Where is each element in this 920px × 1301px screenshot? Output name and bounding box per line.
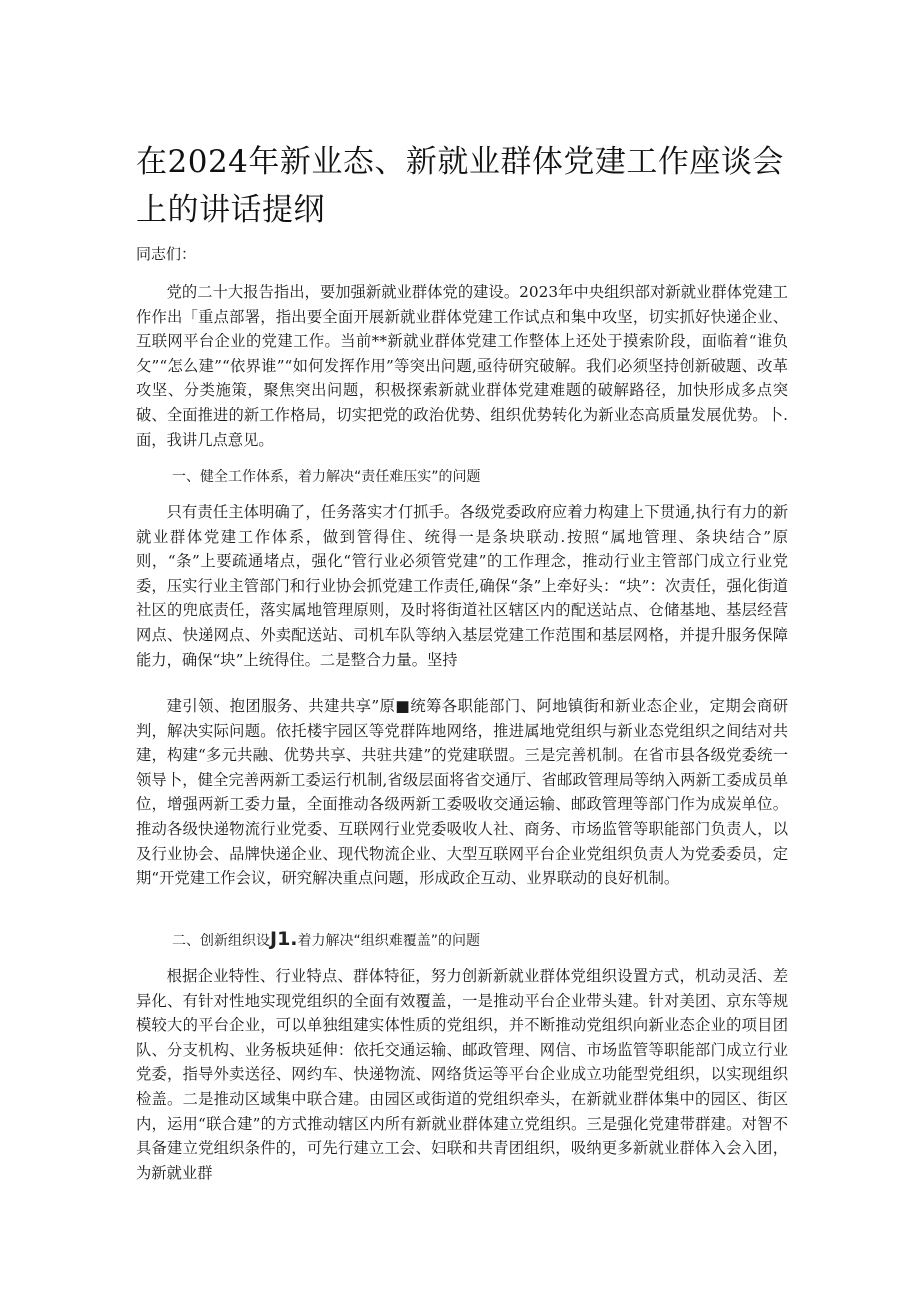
section-1-paragraph-2: 建引领、抱团服务、共建共享”原■统筹各职能部门、阿地镇街和新业态企业，定期会商研判，解决实际问题。依托楼宇园区等党群阵地网络，推进属地党组织与新业态党组织之间结对共建，构建“多元共融、优势共享、共驻共建”的党建联盟。三是完善机制。在省市县各级党委统一领导卜，健全完善两新工委运行机制,省级层面将省交通厅、省邮政管理局等纳入两新工委成员单位，增强两新工委力量，全面推动各级两新工委吸收交通运输、邮政管理等部门作为成炭单位。推动各级快递物流行业党委、互联网行业党委吸收人社、商务、市场监管等职能部门负责人，以及行业协会、品牌快递企业、现代物流企业、大型互联网平台企业党组织负责人为党委委员，定期“开党建工作会议，研究解决重点问题，形成政企互动、业界联动的良好机制。 (136, 697, 788, 888)
section-2-paragraph-1: 根据企业特性、行业特点、群体特征，努力创新新就业群体党组织设置方式，机动灵活、差异化、有针对性地实现党组织的全面有效覆盖，一是推动平台企业带头建。针对美团、京东等规模较大的平台企业，可以单独组建实体性质的党组织，并不断推动党组织向新业态企业的项目团队、分支机构、业务板块延伸：依托交通运输、邮政管理、网信、市场监管等职能部门成立行业党委，指导外卖送径、网约车、快递物流、网络货运等平台企业成立功能型党组织，以实现组织检盖。二是推动区域集中联合建。由园区或街道的党组织牵头，在新就业群体集中的园区、街区内，运用“联合建”的方式推动辖区内所有新就业群体建立党组织。三是强化党建带群建。对智不具备建立党组织条件的，可先行建立工会、妇联和共青团组织，吸纳更多新就业群体入会入团，为新就业群 (136, 967, 788, 1182)
document-title: 在2024年新业态、新就业群体党建工作座谈会上的讲话提纲 (136, 144, 784, 228)
salutation: 同志们： (136, 245, 197, 263)
heading-2-prefix: 二、创新组织设 (172, 933, 270, 949)
section-1-paragraph-1: 只有责任主体明确了，任务落实才仃抓手。各级党委政府应着力构建上下贯通,执行有力的新就业群体党建工作体系，做到管得住、统得一是条块联动.按照“属地管理、条块结合”原则，“条”上要疏通堵点，强化“管行业必须管党建”的工作理念，推动行业主管部门成立行业党委，压实行业主管部门和行业协会抓党建工作责任,确保“条”上牵好头：“块”：次责任，强化街道社区的兜底责任，落实属地管理原则，及时将街道社区辖区内的配送站点、仓储基地、基层经营网点、快递网点、外卖配送站、司机车队等纳入基层党建工作范围和基层网格，并提升服务保障能力，确保“块”上统得住。二是整合力量。坚持 (136, 503, 788, 669)
heading-2-artifact: J1. (270, 928, 298, 950)
section-heading-1: 一、健全工作体系，着力解决“责任难压实”的问题 (172, 469, 481, 485)
intro-paragraph: 党的二十大报告指出，要加强新就业群体党的建设。2023年中央组织部对新就业群体党建工作作出「重点部署，指出要全面开展新就业群体党建工作试点和集中攻坚，切实抓好快递企业、互联网平台企业的党建工作。当前**新就业群体党建工作整体上还处于摸索阶段，面临着“谁负攵”“怎么建”“依界谁”“如何发挥作用”等突出问题,亟待研究破解。我们必须坚持创新破题、改革攻坚、分类施策，聚焦突出问题，积极探索新就业群体党建难题的破解路径，加快形成多点突破、全面推进的新工作格局，切实把党的政治优势、组织优势转化为新业态高质量发展优势。卜.面，我讲几点意见。 (136, 283, 788, 449)
section-heading-2 (172, 928, 480, 952)
heading-2-suffix: 着力解决“组织难覆盖”的问题 (297, 933, 481, 949)
